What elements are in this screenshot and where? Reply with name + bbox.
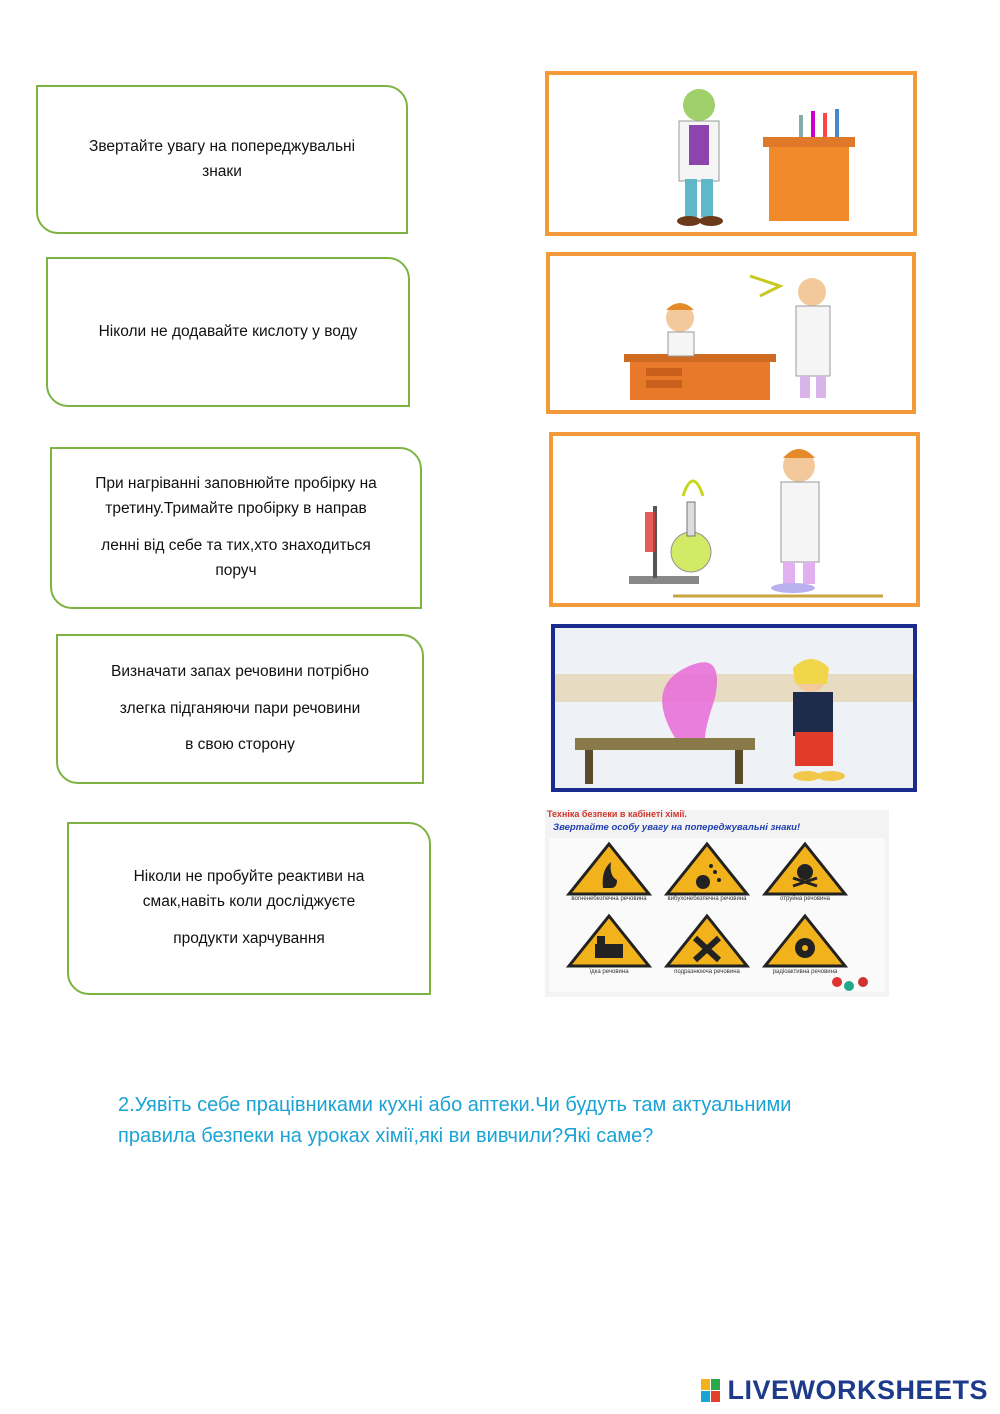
rule-4-line-3: в свою сторону	[185, 736, 295, 754]
sign-label-corrosive: їдка речовина	[589, 969, 629, 975]
rule-3-line-3: ленні від себе та тих,хто знаходиться	[101, 537, 371, 554]
picture-lab-acid-splash[interactable]	[546, 252, 916, 414]
rule-2-line-1: Ніколи не додавайте кислоту у воду	[98, 322, 358, 340]
rule-1-line-1: Звертайте увагу на попереджувальні	[88, 137, 356, 155]
sign-label-explosive: вибухонебезпечна речовина	[667, 896, 747, 902]
rule-5-line-1: Ніколи не пробуйте реактиви на	[133, 868, 365, 886]
rule-card-2[interactable]	[46, 257, 410, 407]
rule-3-line-2: третину.Тримайте пробірку в направ	[105, 500, 367, 518]
rule-4-line-2: злегка підганяючи пари речовини	[119, 699, 361, 717]
liveworksheets-wordmark: LIVEWORKSHEETS	[727, 1375, 988, 1405]
picture-lab-heating-tube[interactable]	[549, 432, 920, 607]
question-line-1: 2.Уявіть себе працівниками кухні або аптеки.Чи будуть там актуальними	[118, 1094, 792, 1116]
sign-label-radioactive: радіоактивна речовина	[772, 969, 838, 975]
cartoon-explosion-illustration	[555, 628, 913, 788]
liveworksheets-logo-icon	[701, 1379, 721, 1403]
rule-card-4[interactable]	[56, 634, 424, 784]
sign-label-toxic: отруйна речовина	[779, 896, 831, 902]
poster-subheader: Звертайте особу увагу на попереджувальні знаки!	[553, 822, 801, 833]
rule-5-line-2: смак,навіть коли досліджуєте	[142, 893, 356, 911]
cartoon-acid-splash-illustration	[550, 256, 912, 410]
cartoon-heating-illustration	[553, 436, 916, 603]
rule-4-line-1: Визначати запах речовини потрібно	[111, 662, 369, 680]
picture-lab-scientist-poisoned[interactable]	[545, 71, 917, 236]
picture-lab-explosion[interactable]	[551, 624, 917, 792]
picture-warning-signs-poster[interactable]	[545, 810, 889, 997]
cartoon-scientist-illustration	[549, 75, 913, 232]
rule-1-line-2: знаки	[202, 162, 242, 180]
rule-3-line-1: При нагріванні заповнюйте пробірку на	[95, 475, 377, 493]
sign-label-flammable: вогненебезпечна речовина	[571, 896, 647, 902]
rule-card-3[interactable]	[50, 447, 422, 609]
question-line-2: правила безпеки на уроках хімії,які ви вивчили?Які саме?	[118, 1125, 654, 1147]
question-2	[118, 1090, 898, 1152]
rule-card-5[interactable]	[67, 822, 431, 995]
rule-card-1[interactable]	[36, 85, 408, 234]
rule-3-line-4: поруч	[215, 561, 257, 579]
sign-label-irritant: подразнююча речовина	[674, 969, 740, 975]
liveworksheets-logo[interactable]	[701, 1375, 988, 1406]
poster-header: Техніка безпеки в кабінеті хімії.	[547, 810, 687, 819]
rule-5-line-3: продукти харчування	[173, 929, 325, 947]
